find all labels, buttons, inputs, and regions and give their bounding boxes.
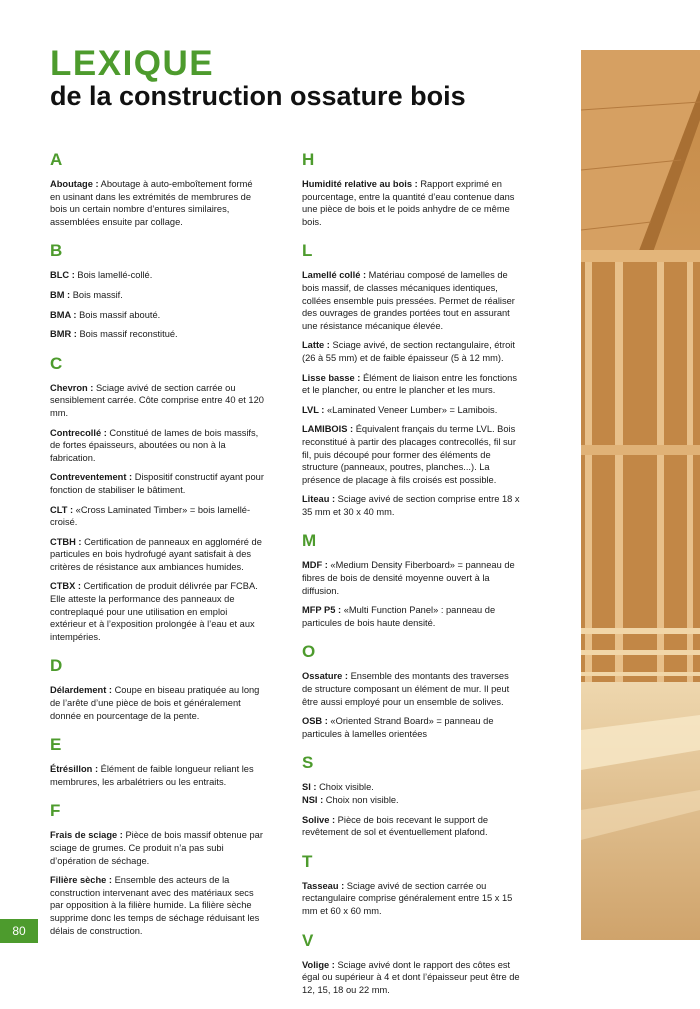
- glossary-entry: [50, 536, 265, 574]
- glossary-definition: Équivalent français du terme LVL. Bois reconstitué à partir des placages contrecollés, fil sur fil, puis découpé pour former des éléments de structure (panneaux, poutres, planches...). La présence de placage à fils croisés est possible.: [302, 424, 516, 485]
- section-letter: C: [50, 353, 63, 373]
- glossary-section-f: [50, 801, 265, 937]
- glossary-entry: [302, 178, 520, 228]
- glossary-term: Ossature :: [302, 671, 348, 682]
- glossary-entry: [50, 471, 265, 496]
- section-letter: E: [50, 735, 62, 755]
- glossary-definition: Certification de produit délivrée par FCBA. Elle atteste la performance des panneaux de contreplaqué pour une utilisation en emploi extérieur et à l’exposition prolongée à l’eau et aux intempéries.: [50, 581, 258, 642]
- glossary-term: BMR :: [50, 329, 77, 340]
- glossary-entry: [302, 372, 520, 397]
- glossary-term: Aboutage :: [50, 179, 99, 189]
- glossary-entry: [50, 684, 265, 722]
- glossary-entry: [50, 829, 265, 867]
- glossary-term: MDF :: [302, 560, 328, 571]
- timber-frame-illustration: [581, 50, 700, 940]
- glossary-definition: Pièce de bois massif obtenue par sciage de grumes. Ce produit n’a pas subi d’opération de séchage.: [50, 830, 263, 866]
- glossary-section-a: [50, 150, 265, 228]
- glossary-definition: «Cross Laminated Timber» = bois lamellé-croisé.: [50, 504, 251, 528]
- glossary-section-m: [302, 531, 520, 629]
- glossary-section-e: [50, 735, 265, 788]
- page-title: LEXIQUE: [50, 44, 215, 83]
- glossary-definition: Certification de panneaux en aggloméré de particules en bois hydrofugé ayant satisfait à des critères de résistance aux ambiances humides.: [50, 536, 262, 572]
- section-letter: L: [302, 241, 313, 261]
- glossary-definition: Constitué de lames de bois massifs, de fortes épaisseurs, aboutées ou non à la fabrication.: [50, 427, 259, 463]
- glossary-entry: [302, 493, 520, 518]
- glossary-term: BMA :: [50, 309, 77, 320]
- glossary-entry: [302, 670, 520, 708]
- glossary-term: LAMIBOIS :: [302, 424, 354, 435]
- glossary-entry: [50, 763, 265, 788]
- glossary-entry: [50, 504, 265, 529]
- glossary-term: Humidité relative au bois :: [302, 179, 418, 189]
- glossary-definition: Choix visible.: [319, 782, 374, 793]
- section-letter: D: [50, 656, 63, 676]
- glossary-entry: [302, 814, 520, 839]
- glossary-term: LVL :: [302, 404, 325, 415]
- glossary-term: Étrésillon :: [50, 764, 99, 775]
- glossary-definition: Sciage avivé de section carrée ou rectangulaire comprise généralement entre 15 x 15 mm et 60 x 60 mm.: [302, 880, 513, 916]
- section-letter: V: [302, 930, 314, 950]
- glossary-definition: Sciage avivé de section carrée ou sensiblement carrée. Côte comprise entre 40 et 120 mm.: [50, 382, 264, 418]
- glossary-entry: [302, 339, 520, 364]
- glossary-definition: «Multi Function Panel» : panneau de particules de bois haute densité.: [302, 605, 496, 628]
- timber-frame-photo: [581, 50, 700, 940]
- glossary-term: CTBX :: [50, 581, 81, 592]
- glossary-term: MFP P5 :: [302, 605, 342, 616]
- glossary-term: Lisse basse :: [302, 372, 361, 383]
- glossary-term: Latte :: [302, 340, 330, 351]
- glossary-term: Liteau :: [302, 494, 336, 505]
- glossary-term: Délardement :: [50, 685, 112, 696]
- glossary-definition: Sciage avivé, de section rectangulaire, étroit (26 à 55 mm) et de faible épaisseur (5 à 12 mm).: [302, 340, 515, 363]
- page-number: 80: [0, 919, 38, 943]
- section-letter: O: [302, 642, 316, 662]
- glossary-definition: Sciage avivé de section comprise entre 18 x 35 mm et 30 x 40 mm.: [302, 494, 520, 517]
- glossary-term: Solive :: [302, 814, 336, 825]
- glossary-term: BM :: [50, 289, 71, 300]
- glossary-entry: [50, 382, 265, 420]
- glossary-term: SI :: [302, 782, 317, 793]
- page-subtitle: de la construction ossature bois: [50, 81, 466, 111]
- section-letter: S: [302, 753, 314, 773]
- glossary-definition: Rapport exprimé en pourcentage, entre la quantité d’eau contenue dans une pièce de bois et le poids anhydre de ce même bois.: [302, 179, 515, 227]
- glossary-definition: «Laminated Veneer Lumber» = Lamibois.: [326, 404, 498, 415]
- glossary-entry: [50, 269, 265, 282]
- glossary-section-b: [50, 241, 265, 340]
- glossary-entry: [302, 423, 520, 486]
- glossary-term: OSB :: [302, 716, 328, 727]
- glossary-entry: [50, 178, 265, 228]
- glossary-definition: «Medium Density Fiberboard» = panneau de fibres de bois de densité moyenne ouvert à la diffusion.: [302, 560, 515, 596]
- glossary-definition: Ensemble des acteurs de la construction intervenant avec des matériaux secs par opposition à la filière humide. La filière sèche supprime donc les temps de séchage réduisant les délais de construction.: [50, 875, 260, 936]
- glossary-entry: [302, 604, 520, 629]
- glossary-definition: Pièce de bois recevant le support de revêtement de sol et éventuellement plafond.: [302, 814, 489, 838]
- glossary-section-h: [302, 150, 520, 228]
- glossary-term: Frais de sciage :: [50, 830, 123, 841]
- glossary-definition: Bois massif abouté.: [79, 309, 161, 320]
- glossary-definition: Dispositif constructif ayant pour fonction de stabiliser le bâtiment.: [50, 472, 264, 495]
- glossary-definition: Matériau composé de lamelles de bois massif, de classes mécaniques identiques, collées ensemble puis pressées. Permet de réaliser des ouvrages de grandes portées tout en assurant une résistance mécanique élevée.: [302, 270, 515, 331]
- section-letter: F: [50, 801, 61, 821]
- glossary-entry: [302, 404, 520, 417]
- glossary-entry: [302, 794, 520, 807]
- glossary-definition: Ensemble des montants des traverses de structure composant un élément de mur. Il peut être aussi employé pour un ensemble de solives.: [302, 671, 510, 707]
- glossary-definition: Élément de liaison entre les fonctions et le plancher, ou entre le plancher et les murs.: [302, 372, 518, 396]
- section-letter: H: [302, 150, 315, 169]
- glossary-term: Filière sèche :: [50, 875, 113, 886]
- glossary-entry: [50, 289, 265, 302]
- section-letter: A: [50, 150, 63, 169]
- glossary-term: CLT :: [50, 504, 74, 515]
- glossary-term: Volige :: [302, 959, 335, 970]
- glossary-entry: [302, 880, 520, 918]
- glossary-definition: Bois massif.: [72, 289, 123, 300]
- glossary-term: Chevron :: [50, 382, 94, 393]
- glossary-entry: [302, 269, 520, 332]
- glossary-entry: [302, 781, 520, 794]
- glossary-entry: [50, 328, 265, 341]
- glossary-section-o: [302, 642, 520, 740]
- glossary-left-column: [50, 150, 265, 950]
- glossary-definition: Sciage avivé dont le rapport des côtes est égal ou supérieur à 4 et dont l’épaisseur peut être de 12, 15, 18 ou 22 mm.: [302, 959, 520, 995]
- section-letter: B: [50, 241, 63, 261]
- section-letter: T: [302, 851, 313, 871]
- section-letter: M: [302, 531, 317, 551]
- glossary-section-v: [302, 931, 520, 997]
- glossary-section-c: [50, 354, 265, 644]
- glossary-term: Lamellé collé :: [302, 270, 367, 281]
- glossary-term: Contreventement :: [50, 472, 133, 483]
- glossary-entry: [50, 309, 265, 322]
- glossary-term: BLC :: [50, 270, 75, 281]
- glossary-section-l: [302, 241, 520, 518]
- glossary-definition: Coupe en biseau pratiquée au long de l’arête d’une pièce de bois et généralement donnée en pourcentage de la pente.: [50, 685, 260, 721]
- glossary-definition: Aboutage à auto-emboîtement formé en usinant dans les extrémités de membrures de bois un certain nombre d’entures similaires, assemblées ensuite par collage.: [50, 179, 253, 227]
- glossary-right-column: [302, 150, 520, 1009]
- glossary-entry: [50, 874, 265, 937]
- glossary-term: Tasseau :: [302, 880, 345, 891]
- glossary-definition: «Oriented Strand Board» = panneau de particules à lamelles orientées: [302, 716, 494, 739]
- glossary-entry: [302, 959, 520, 997]
- glossary-definition: Bois massif reconstitué.: [79, 329, 178, 340]
- glossary-entry: [302, 559, 520, 597]
- glossary-section-s: [302, 753, 520, 838]
- glossary-term: Contrecollé :: [50, 427, 107, 438]
- glossary-section-t: [302, 852, 520, 918]
- glossary-entry: [50, 580, 265, 643]
- glossary-definition: Élément de faible longueur reliant les membrures, les arbalétriers ou les entraits.: [50, 764, 254, 787]
- glossary-entry: [302, 715, 520, 740]
- glossary-definition: Bois lamellé-collé.: [77, 270, 153, 281]
- glossary-term: NSI :: [302, 795, 324, 805]
- glossary-term: CTBH :: [50, 536, 82, 547]
- glossary-entry: [50, 427, 265, 465]
- glossary-definition: Choix non visible.: [325, 795, 399, 805]
- glossary-section-d: [50, 656, 265, 722]
